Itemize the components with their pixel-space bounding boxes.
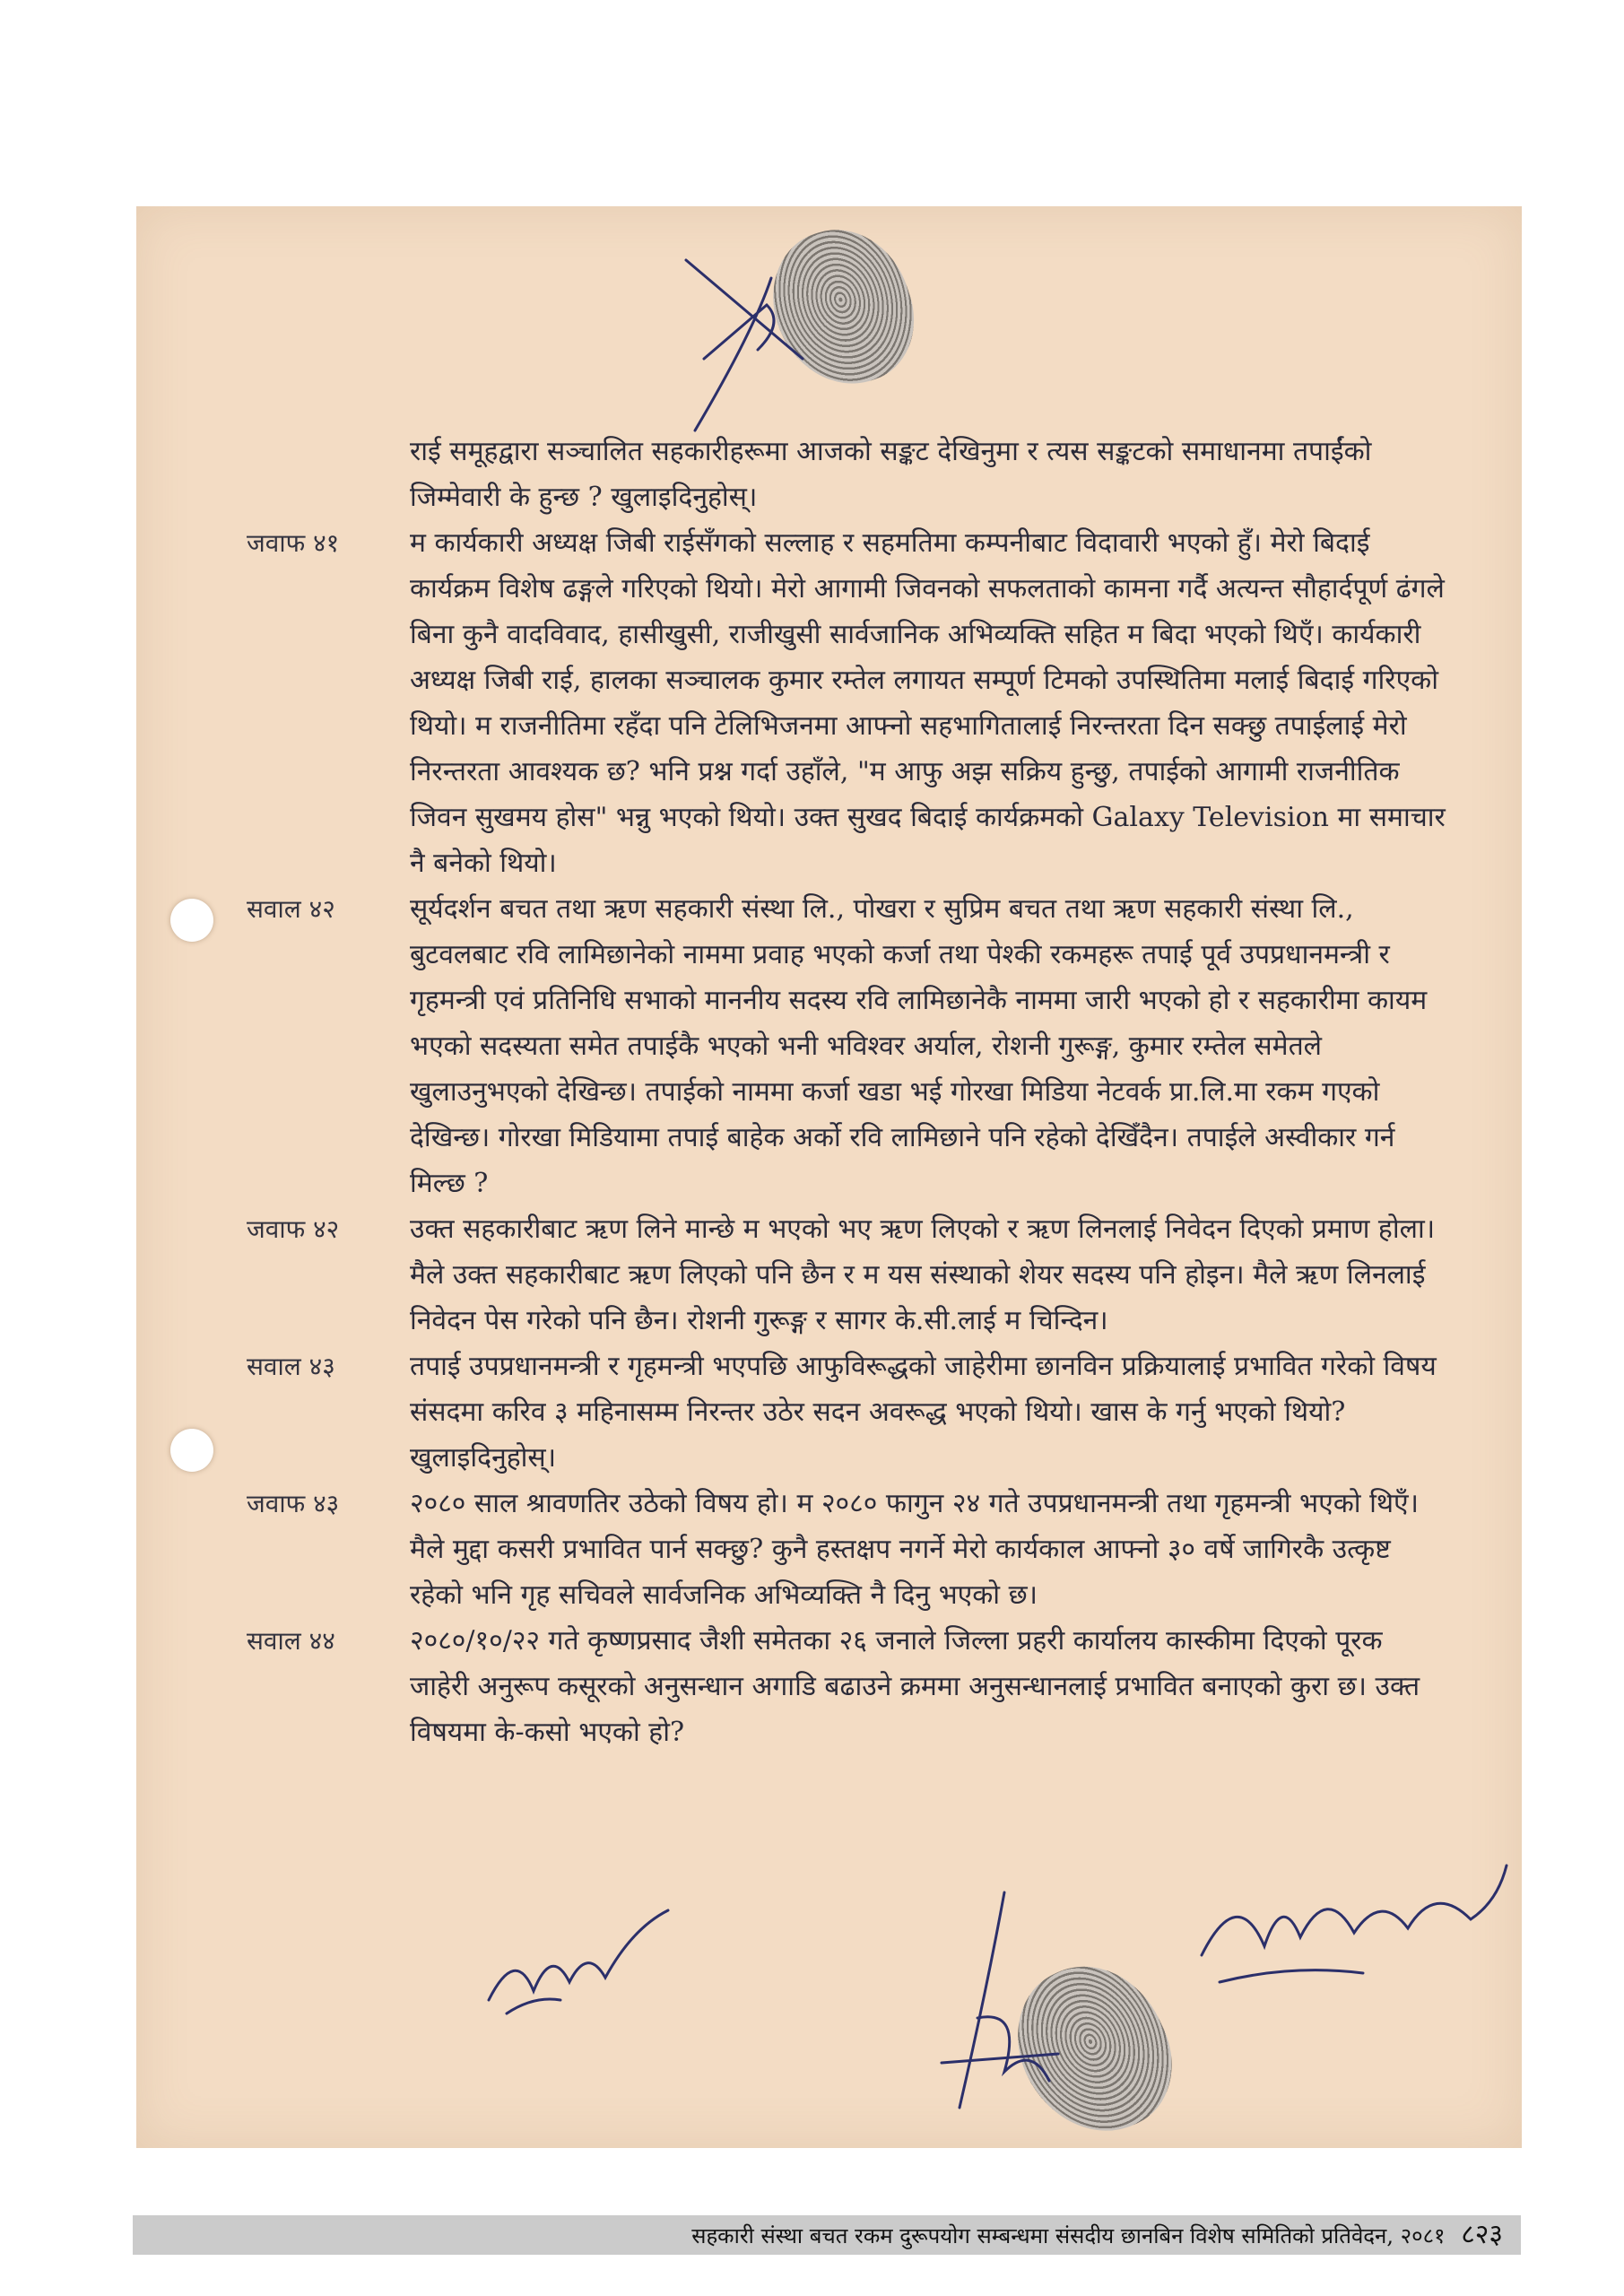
entry-text: म कार्यकारी अध्यक्ष जिबी राईसँगको सल्लाह र सहमतिमा कम्पनीबाट विदावारी भएको हुँ। मेरो बिदाई कार्यक्रम विशेष ढङ्गले गरिएको थियो। मेरो आगामी जिवनको सफलताको कामना गर्दै अत्यन्त सौहार्दपूर्ण ढंगले बिना कुनै वादविवाद, हासीखुसी, राजीखुसी सार्वजानिक अभिव्यक्ति सहित म बिदा भएको थिएँ। कार्यकारी अध्यक्ष जिबी राई, हालका सञ्चालक कुमार रम्तेल लगायत सम्पूर्ण टिमको उपस्थितिमा मलाई बिदाई गरिएको थियो। म राजनीतिमा रहँदा पनि टेलिभिजनमा आफ्नो सहभागितालाई निरन्तरता दिन सक्छु तपाईलाई मेरो निरन्तरता आवश्यक छ? भनि प्रश्न गर्दा उहाँले, "म आफु अझ सक्रिय हुन्छु, तपाईको आगामी राजनीतिक जिवन सुखमय होस" भन्नु भएको थियो। उक्त सुखद बिदाई कार्यक्रमको Galaxy Television मा समाचार नै बनेको थियो। (410, 527, 1446, 879)
entry-answer-41 (247, 520, 1448, 886)
entry-label: जवाफ ४१ (247, 528, 340, 558)
signature-bottom-center (924, 1883, 1076, 2117)
entry-text: राई समूहद्वारा सञ्चालित सहकारीहरूमा आजको सङ्कट देखिनुमा र त्यस सङ्कटको समाधानमा तपाईंको जिम्मेवारी के हुन्छ ? खुलाइदिनुहोस्। (410, 436, 1372, 513)
entry-text: २०८० साल श्रावणतिर उठेको विषय हो। म २०८० फागुन २४ गते उपप्रधानमन्त्री तथा गृहमन्त्री भएको थिएँ। मैले मुद्दा कसरी प्रभावित पार्न सक्छु? कुनै हस्तक्षप नगर्ने मेरो कार्यकाल आफ्नो ३० वर्षे जागिरकै उत्कृष्ट रहेको भनि गृह सचिवले सार्वजनिक अभिव्यक्ति नै दिनु भएको छ। (410, 1488, 1419, 1611)
entry-text: २०८०/१०/२२ गते कृष्णप्रसाद जैशी समेतका २६ जनाले जिल्ला प्रहरी कार्यालय कास्कीमा दिएको पूरक जाहेरी अनुरूप कसूरको अनुसन्धान अगाडि बढाउने क्रममा अनुसन्धानलाई प्रभावित बनाएको कुरा छ। उक्त विषयमा के-कसो भएको हो? (410, 1625, 1420, 1748)
entry-label: सवाल ४२ (247, 894, 335, 924)
entry-question-42 (247, 886, 1448, 1206)
entry-question-43 (247, 1344, 1448, 1481)
entry-text: उक्त सहकारीबाट ऋण लिने मान्छे म भएको भए ऋण लिएको र ऋण लिनलाई निवेदन दिएको प्रमाण होला। मैले उक्त सहकारीबाट ऋण लिएको पनि छैन र म यस संस्थाको शेयर सदस्य पनि होइन। मैले ऋण लिनलाई निवेदन पेस गरेको पनि छैन। रोशनी गुरूङ्ग र सागर के.सी.लाई म चिन्दिन। (410, 1213, 1436, 1336)
page-number: ८२३ (1461, 2219, 1503, 2250)
entry-intro (247, 429, 1448, 520)
page-footer (133, 2215, 1521, 2255)
footer-report-title: सहकारी संस्था बचत रकम दुरूपयोग सम्बन्धमा संसदीय छानबिन विशेष समितिको प्रतिवेदन, २०८१ (691, 2223, 1446, 2248)
entry-label: सवाल ४४ (247, 1626, 335, 1656)
entry-text: सूर्यदर्शन बचत तथा ऋण सहकारी संस्था लि., पोखरा र सुप्रिम बचत तथा ऋण सहकारी संस्था लि., बुटवलबाट रवि लामिछानेको नाममा प्रवाह भएको कर्जा तथा पेश्की रकमहरू तपाई पूर्व उपप्रधानमन्त्री र गृहमन्त्री एवं प्रतिनिधि सभाको माननीय सदस्य रवि लामिछानेकै नाममा जारी भएको हो र सहकारीमा कायम भएको सदस्यता समेत तपाईकै भएको भनी भविश्वर अर्याल, रोशनी गुरूङ्ग, कुमार रम्तेल समेतले खुलाउनुभएको देखिन्छ। तपाईको नाममा कर्जा खडा भई गोरखा मिडिया नेटवर्क प्रा.लि.मा रकम गएको देखिन्छ। गोरखा मिडियामा तपाई बाहेक अर्को रवि लामिछाने पनि रहेको देखिँदैन। तपाईले अस्वीकार गर्न मिल्छ ? (410, 893, 1428, 1199)
entry-question-44 (247, 1618, 1448, 1755)
entry-label: सवाल ४३ (247, 1352, 335, 1381)
entry-label: जवाफ ४३ (247, 1489, 340, 1518)
signature-bottom-left (480, 1892, 677, 2027)
punch-hole-top (170, 899, 213, 942)
statement-text (247, 429, 1448, 1755)
entry-answer-43 (247, 1481, 1448, 1618)
signature-top (668, 242, 847, 439)
entry-label: जवाफ ४२ (247, 1214, 340, 1244)
entry-answer-42 (247, 1206, 1448, 1344)
entry-text: तपाई उपप्रधानमन्त्री र गृहमन्त्री भएपछि आफुविरूद्धको जाहेरीमा छानविन प्रक्रियालाई प्रभावित गरेको विषय संसदमा करिव ३ महिनासम्म निरन्तर उठेर सदन अवरूद्ध भएको थियो। खास के गर्नु भएको थियो? खुलाइदिनुहोस्। (410, 1351, 1437, 1474)
punch-hole-bottom (170, 1429, 213, 1472)
signature-bottom-right (1184, 1848, 1515, 2009)
